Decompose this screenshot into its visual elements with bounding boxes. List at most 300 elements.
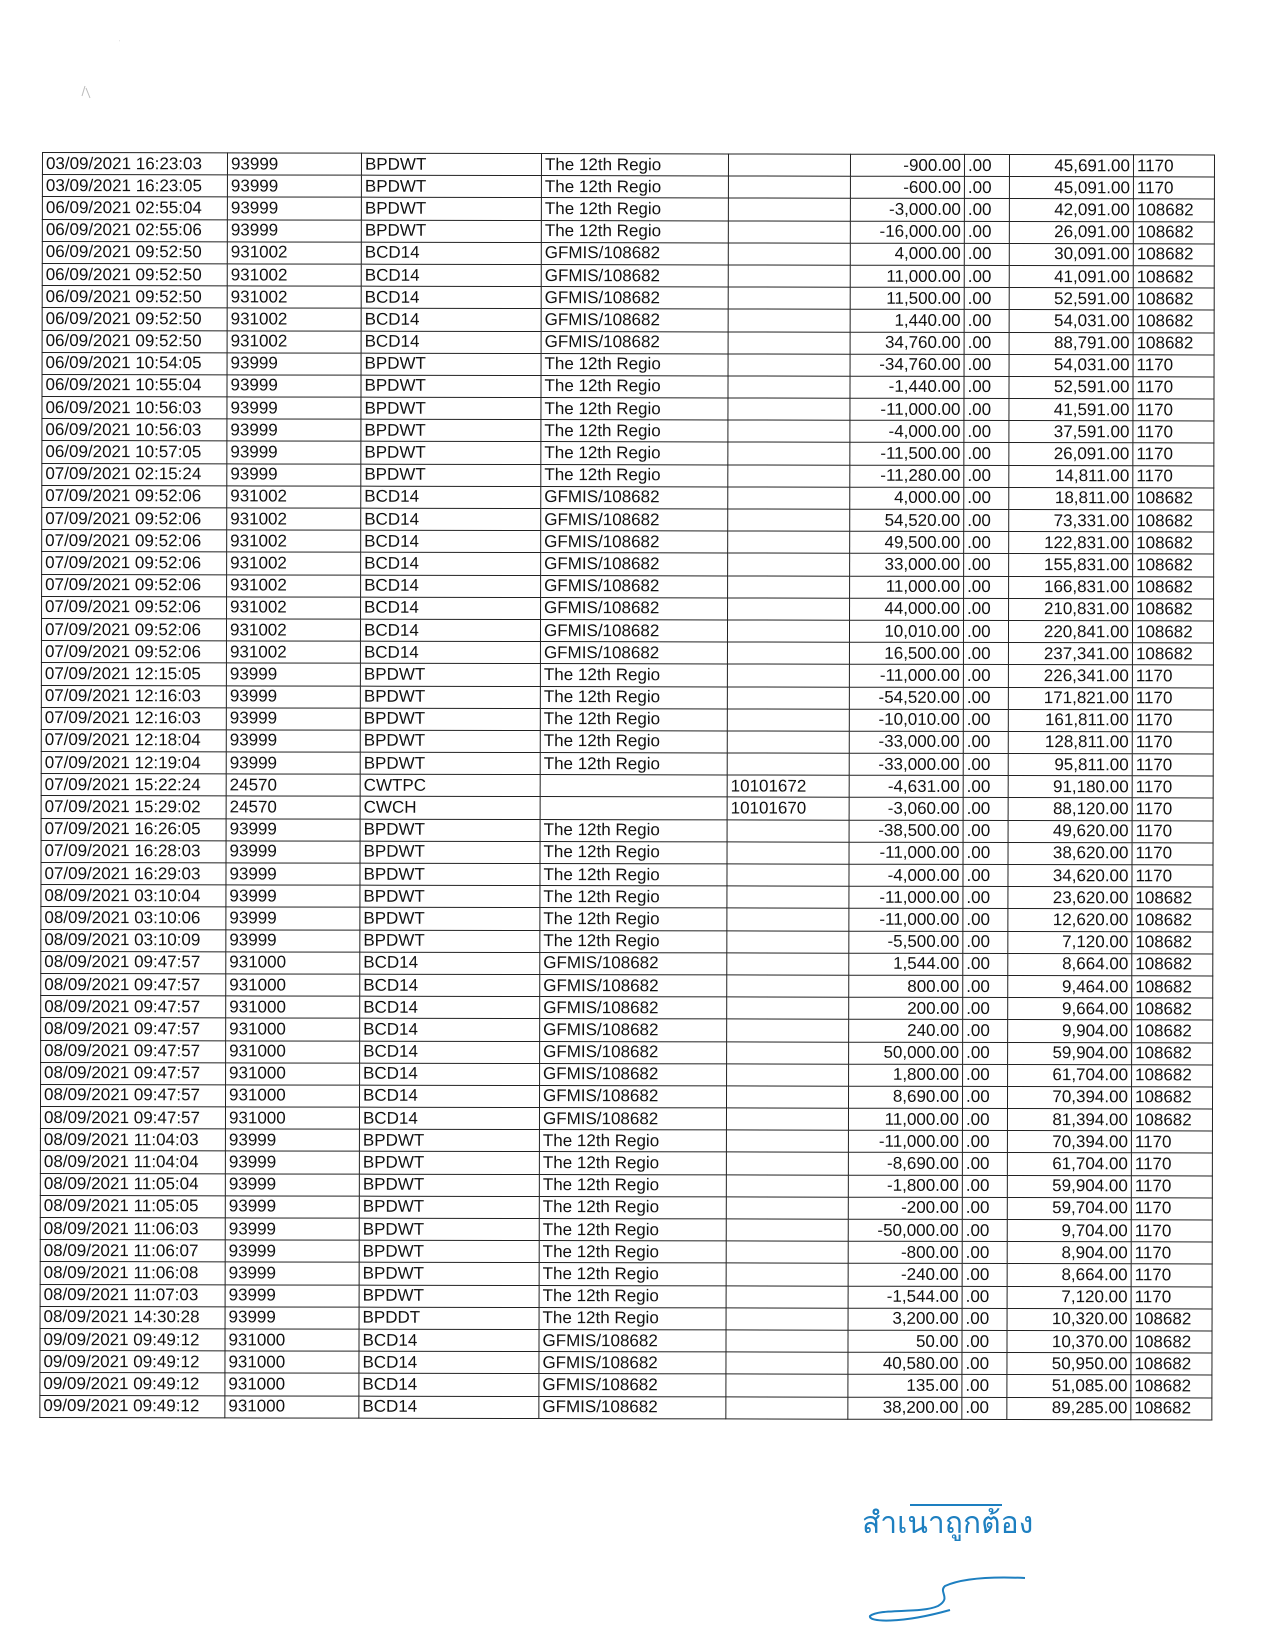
cell-datetime: 03/09/2021 16:23:05 <box>42 175 227 198</box>
cell-reference <box>726 1374 848 1396</box>
cell-code: 931000 <box>225 1395 359 1417</box>
cell-reference <box>728 531 850 553</box>
cell-datetime: 08/09/2021 11:05:05 <box>40 1195 225 1218</box>
cell-reference <box>728 331 850 353</box>
cell-code: 931000 <box>226 1040 360 1062</box>
cell-balance: 171,821.00 <box>1008 687 1132 709</box>
cell-code: 931002 <box>226 641 360 663</box>
cell-balance: 88,791.00 <box>1009 332 1133 354</box>
cell-zero-amount: .00 <box>962 1086 1007 1108</box>
cell-datetime: 07/09/2021 15:22:24 <box>41 774 226 797</box>
cell-type: BPDWT <box>359 1218 539 1241</box>
cell-code: 93999 <box>226 708 360 730</box>
cell-code: 93999 <box>225 1284 359 1306</box>
table-row <box>42 397 1214 422</box>
cell-code: 931000 <box>226 1085 360 1107</box>
table-row <box>42 574 1214 599</box>
cell-code: 93999 <box>227 153 361 175</box>
cell-amount: 4,000.00 <box>850 243 964 265</box>
cell-amount: -11,000.00 <box>850 398 964 420</box>
cell-reference <box>726 1130 848 1152</box>
cell-description: The 12th Regio <box>541 420 728 443</box>
cell-branch: 108682 <box>1131 1331 1212 1353</box>
cell-reference <box>726 1152 848 1174</box>
cell-branch: 108682 <box>1132 643 1213 665</box>
cell-description: GFMIS/108682 <box>539 1085 726 1108</box>
cell-type: BPDWT <box>360 708 540 731</box>
cell-balance: 7,120.00 <box>1007 1286 1131 1308</box>
cell-balance: 42,091.00 <box>1009 199 1133 221</box>
cell-description: The 12th Regio <box>540 664 727 687</box>
cell-branch: 1170 <box>1133 354 1214 376</box>
cell-balance: 52,591.00 <box>1009 288 1133 310</box>
cell-type: BCD14 <box>361 597 541 620</box>
cell-branch: 108682 <box>1132 998 1213 1020</box>
table-row <box>41 996 1213 1021</box>
cell-branch: 1170 <box>1132 732 1213 754</box>
cell-description: GFMIS/108682 <box>540 1019 727 1042</box>
cell-description: The 12th Regio <box>541 154 728 177</box>
cell-code: 93999 <box>225 1151 359 1173</box>
cell-reference <box>727 1019 849 1041</box>
table-row <box>42 419 1214 444</box>
cell-reference <box>726 1197 848 1219</box>
cell-amount: -50,000.00 <box>848 1219 962 1241</box>
cell-datetime: 08/09/2021 11:06:07 <box>40 1240 225 1263</box>
signature <box>860 1568 1060 1628</box>
cell-zero-amount: .00 <box>963 665 1008 687</box>
cell-code: 93999 <box>225 1240 359 1262</box>
cell-reference <box>728 398 850 420</box>
cell-code: 93999 <box>225 1307 359 1329</box>
cell-description: The 12th Regio <box>539 1152 726 1175</box>
cell-zero-amount: .00 <box>962 1286 1007 1308</box>
cell-code: 93999 <box>226 863 360 885</box>
cell-type: BCD14 <box>361 242 541 265</box>
cell-type: BCD14 <box>361 331 541 354</box>
cell-amount: -1,440.00 <box>850 376 964 398</box>
cell-description: The 12th Regio <box>540 841 727 864</box>
cell-branch: 1170 <box>1132 687 1213 709</box>
table-row <box>42 175 1214 200</box>
cell-branch: 108682 <box>1133 199 1214 221</box>
cell-balance: 54,031.00 <box>1009 354 1133 376</box>
cell-branch: 1170 <box>1132 754 1213 776</box>
cell-type: BCD14 <box>361 575 541 598</box>
cell-reference <box>727 1064 849 1086</box>
cell-branch: 1170 <box>1133 377 1214 399</box>
table-row <box>40 1262 1212 1287</box>
cell-branch: 1170 <box>1131 1242 1212 1264</box>
cell-zero-amount: .00 <box>964 576 1009 598</box>
cell-code: 93999 <box>227 353 361 375</box>
cell-zero-amount: .00 <box>962 1197 1007 1219</box>
cell-balance: 12,620.00 <box>1008 909 1132 931</box>
cell-amount: 11,000.00 <box>850 265 964 287</box>
cell-datetime: 06/09/2021 09:52:50 <box>42 241 227 264</box>
cell-code: 931002 <box>227 574 361 596</box>
cell-type: BPDWT <box>361 419 541 442</box>
cell-datetime: 03/09/2021 16:23:03 <box>42 153 227 176</box>
cell-amount: 240.00 <box>849 1020 963 1042</box>
table-row <box>42 485 1214 510</box>
cell-type: BPDDT <box>359 1307 539 1330</box>
cell-balance: 61,704.00 <box>1008 1064 1132 1086</box>
cell-amount: 1,800.00 <box>849 1064 963 1086</box>
cell-datetime: 06/09/2021 09:52:50 <box>42 308 227 331</box>
cell-amount: 11,500.00 <box>850 287 964 309</box>
table-row <box>41 707 1213 732</box>
cell-description: The 12th Regio <box>540 886 727 909</box>
table-row <box>42 463 1214 488</box>
cell-code: 93999 <box>225 1129 359 1151</box>
cell-reference <box>727 753 849 775</box>
cell-zero-amount: .00 <box>962 1242 1007 1264</box>
cell-description: GFMIS/108682 <box>541 509 728 532</box>
table-row <box>40 1328 1212 1353</box>
cell-code: 931002 <box>227 264 361 286</box>
table-row <box>42 241 1214 266</box>
cell-datetime: 07/09/2021 09:52:06 <box>41 641 226 664</box>
cell-type: BCD14 <box>360 952 540 975</box>
cell-balance: 54,031.00 <box>1009 310 1133 332</box>
table-row <box>40 1129 1212 1154</box>
cell-description: The 12th Regio <box>540 930 727 953</box>
cell-reference <box>726 1263 848 1285</box>
table-row <box>40 1284 1212 1309</box>
cell-amount: 1,440.00 <box>850 310 964 332</box>
cell-description: The 12th Regio <box>539 1263 726 1286</box>
cell-reference <box>728 154 850 176</box>
cell-type: BPDWT <box>360 908 540 931</box>
cell-zero-amount: .00 <box>962 1330 1007 1352</box>
cell-datetime: 08/09/2021 09:47:57 <box>41 996 226 1019</box>
cell-datetime: 08/09/2021 09:47:57 <box>41 1062 226 1085</box>
transaction-table <box>39 152 1215 1420</box>
table-row <box>42 308 1214 333</box>
cell-zero-amount: .00 <box>963 842 1008 864</box>
cell-type: BPDWT <box>360 730 540 753</box>
cell-datetime: 07/09/2021 16:29:03 <box>41 862 226 885</box>
cell-code: 93999 <box>226 885 360 907</box>
cell-zero-amount: .00 <box>964 221 1009 243</box>
cell-description: The 12th Regio <box>541 176 728 199</box>
cell-datetime: 06/09/2021 10:54:05 <box>42 352 227 375</box>
cell-zero-amount: .00 <box>964 288 1009 310</box>
cell-type: BPDWT <box>361 375 541 398</box>
cell-branch: 108682 <box>1131 1087 1212 1109</box>
table-row <box>40 1195 1212 1220</box>
cell-code: 93999 <box>227 419 361 441</box>
table-row <box>40 1151 1212 1176</box>
cell-zero-amount: .00 <box>964 421 1009 443</box>
cell-reference <box>728 265 850 287</box>
cell-code: 931000 <box>226 1063 360 1085</box>
cell-code: 93999 <box>227 175 361 197</box>
cell-type: BPDWT <box>359 1240 539 1263</box>
cell-code: 93999 <box>226 663 360 685</box>
cell-type: BPDWT <box>360 841 540 864</box>
cell-code: 93999 <box>226 730 360 752</box>
cell-datetime: 08/09/2021 09:47:57 <box>41 1018 226 1041</box>
cell-code: 93999 <box>227 197 361 219</box>
cell-type: BPDWT <box>361 153 541 176</box>
cell-amount: -240.00 <box>848 1264 962 1286</box>
cell-reference <box>726 1241 848 1263</box>
cell-datetime: 07/09/2021 02:15:24 <box>42 463 227 486</box>
cell-amount: -3,000.00 <box>850 199 964 221</box>
cell-reference <box>727 1041 849 1063</box>
cell-branch: 108682 <box>1133 266 1214 288</box>
cell-description: GFMIS/108682 <box>539 1108 726 1131</box>
cell-amount: -11,000.00 <box>849 665 963 687</box>
cell-type: BPDWT <box>359 1152 539 1175</box>
table-row <box>42 197 1214 222</box>
cell-reference <box>727 664 849 686</box>
cell-code: 93999 <box>226 907 360 929</box>
cell-amount: -34,760.00 <box>850 354 964 376</box>
cell-branch: 108682 <box>1132 1064 1213 1086</box>
transaction-rows <box>40 153 1215 1420</box>
cell-amount: -11,280.00 <box>850 465 964 487</box>
cell-datetime: 06/09/2021 10:55:04 <box>42 374 227 397</box>
cell-zero-amount: .00 <box>963 776 1008 798</box>
cell-branch: 1170 <box>1132 665 1213 687</box>
cell-type: BCD14 <box>361 530 541 553</box>
cell-balance: 52,591.00 <box>1009 376 1133 398</box>
table-row <box>41 1018 1213 1043</box>
cell-branch: 108682 <box>1132 976 1213 998</box>
cell-type: BPDWT <box>360 863 540 886</box>
cell-zero-amount: .00 <box>964 465 1009 487</box>
table-row <box>41 885 1213 910</box>
cell-branch: 108682 <box>1133 532 1214 554</box>
cell-branch: 1170 <box>1131 1286 1212 1308</box>
cell-code: 931002 <box>227 330 361 352</box>
cell-code: 93999 <box>226 841 360 863</box>
cell-amount: -10,010.00 <box>849 709 963 731</box>
table-row <box>40 1217 1212 1242</box>
cell-code: 93999 <box>225 1262 359 1284</box>
cell-datetime: 07/09/2021 09:52:06 <box>42 508 227 531</box>
cell-reference <box>727 820 849 842</box>
cell-amount: -16,000.00 <box>850 221 964 243</box>
cell-branch: 108682 <box>1132 887 1213 909</box>
cell-description: The 12th Regio <box>539 1196 726 1219</box>
cell-amount: 800.00 <box>849 975 963 997</box>
scan-specks <box>60 30 120 100</box>
cell-balance: 95,811.00 <box>1008 754 1132 776</box>
table-row <box>41 1062 1213 1087</box>
cell-description: The 12th Regio <box>540 686 727 709</box>
table-row <box>40 1173 1212 1198</box>
cell-balance: 45,091.00 <box>1009 177 1133 199</box>
cell-type: BPDWT <box>359 1129 539 1152</box>
table-row <box>42 330 1214 355</box>
cell-reference: 10101672 <box>727 775 849 797</box>
cell-code: 93999 <box>226 929 360 951</box>
cell-amount: 44,000.00 <box>850 598 964 620</box>
cell-code: 931000 <box>225 1329 359 1351</box>
cell-balance: 81,394.00 <box>1007 1109 1131 1131</box>
cell-type: BCD14 <box>361 308 541 331</box>
cell-reference <box>728 598 850 620</box>
cell-description: The 12th Regio <box>540 753 727 776</box>
cell-type: BCD14 <box>360 641 540 664</box>
cell-type: BPDWT <box>361 353 541 376</box>
cell-amount: -200.00 <box>848 1197 962 1219</box>
cell-balance: 26,091.00 <box>1009 443 1133 465</box>
cell-type: BCD14 <box>359 1107 539 1130</box>
cell-amount: -1,800.00 <box>848 1175 962 1197</box>
cell-zero-amount: .00 <box>964 243 1009 265</box>
cell-balance: 91,180.00 <box>1008 776 1132 798</box>
cell-branch: 108682 <box>1131 1375 1212 1397</box>
cell-datetime: 07/09/2021 12:16:03 <box>41 707 226 730</box>
table-row <box>42 263 1214 288</box>
table-row <box>40 1107 1212 1132</box>
cell-description: GFMIS/108682 <box>539 1396 726 1419</box>
cell-amount: -1,544.00 <box>848 1286 962 1308</box>
cell-code: 93999 <box>225 1196 359 1218</box>
cell-amount: -11,000.00 <box>849 842 963 864</box>
cell-balance: 14,811.00 <box>1009 465 1133 487</box>
cell-reference <box>726 1396 848 1418</box>
cell-description: The 12th Regio <box>539 1285 726 1308</box>
cell-code: 931000 <box>226 996 360 1018</box>
cell-amount: -8,690.00 <box>848 1153 962 1175</box>
cell-amount: -900.00 <box>850 154 964 176</box>
cell-zero-amount: .00 <box>963 798 1008 820</box>
cell-amount: 4,000.00 <box>850 487 964 509</box>
cell-type: BPDWT <box>360 752 540 775</box>
table-row <box>41 1040 1213 1065</box>
cell-description: GFMIS/108682 <box>540 642 727 665</box>
cell-code: 931002 <box>227 308 361 330</box>
cell-branch: 108682 <box>1131 1309 1212 1331</box>
table-row <box>41 641 1213 666</box>
table-row <box>41 618 1213 643</box>
cell-branch: 1170 <box>1132 820 1213 842</box>
cell-zero-amount: .00 <box>962 1153 1007 1175</box>
cell-code: 931002 <box>227 486 361 508</box>
cell-description: GFMIS/108682 <box>540 619 727 642</box>
cell-balance: 50,950.00 <box>1007 1353 1131 1375</box>
cell-reference <box>726 1108 848 1130</box>
cell-datetime: 07/09/2021 15:29:02 <box>41 796 226 819</box>
cell-balance: 51,085.00 <box>1007 1375 1131 1397</box>
cell-reference <box>728 376 850 398</box>
table-row <box>41 752 1213 777</box>
cell-code: 93999 <box>227 219 361 241</box>
cell-branch: 108682 <box>1131 1109 1212 1131</box>
cell-code: 93999 <box>227 464 361 486</box>
cell-zero-amount: .00 <box>964 443 1009 465</box>
cell-datetime: 07/09/2021 16:28:03 <box>41 840 226 863</box>
cell-balance: 59,904.00 <box>1007 1175 1131 1197</box>
cell-code: 931002 <box>227 552 361 574</box>
cell-zero-amount: .00 <box>964 487 1009 509</box>
cell-balance: 70,394.00 <box>1007 1131 1131 1153</box>
cell-branch: 108682 <box>1133 310 1214 332</box>
cell-type: BCD14 <box>359 1373 539 1396</box>
cell-amount: 50.00 <box>848 1330 962 1352</box>
cell-balance: 61,704.00 <box>1007 1153 1131 1175</box>
cell-zero-amount: .00 <box>963 643 1008 665</box>
cell-reference <box>726 1219 848 1241</box>
cell-branch: 108682 <box>1132 621 1213 643</box>
cell-description: GFMIS/108682 <box>541 331 728 354</box>
cell-code: 931002 <box>227 530 361 552</box>
cell-code: 93999 <box>227 441 361 463</box>
cell-datetime: 07/09/2021 12:18:04 <box>41 729 226 752</box>
cell-datetime: 08/09/2021 09:47:57 <box>41 1040 226 1063</box>
cell-type: BPDWT <box>359 1285 539 1308</box>
table-row <box>42 286 1214 311</box>
cell-datetime: 08/09/2021 09:47:57 <box>41 1084 226 1107</box>
cell-type: BPDWT <box>360 885 540 908</box>
cell-description: GFMIS/108682 <box>541 531 728 554</box>
cell-reference <box>727 908 849 930</box>
cell-amount: 33,000.00 <box>850 554 964 576</box>
cell-branch: 1170 <box>1133 465 1214 487</box>
table-row <box>42 508 1214 533</box>
cell-description <box>540 775 727 798</box>
cell-branch: 1170 <box>1131 1220 1212 1242</box>
table-row <box>41 973 1213 998</box>
cell-balance: 18,811.00 <box>1009 487 1133 509</box>
cell-reference <box>728 553 850 575</box>
table-row <box>42 596 1214 621</box>
cell-branch: 108682 <box>1132 909 1213 931</box>
cell-balance: 161,811.00 <box>1008 709 1132 731</box>
cell-zero-amount: .00 <box>964 154 1009 176</box>
cell-zero-amount: .00 <box>962 1219 1007 1241</box>
cell-code: 93999 <box>226 685 360 707</box>
cell-branch: 108682 <box>1133 221 1214 243</box>
cell-description: GFMIS/108682 <box>539 1374 726 1397</box>
cell-branch: 1170 <box>1133 399 1214 421</box>
cell-branch: 1170 <box>1131 1264 1212 1286</box>
cell-zero-amount: .00 <box>964 376 1009 398</box>
cell-type: CWTPC <box>360 774 540 797</box>
table-row <box>41 729 1213 754</box>
cell-branch: 108682 <box>1131 1353 1212 1375</box>
cell-type: BCD14 <box>360 974 540 997</box>
cell-reference <box>727 930 849 952</box>
cell-datetime: 08/09/2021 03:10:09 <box>41 929 226 952</box>
cell-type: BCD14 <box>360 996 540 1019</box>
cell-branch: 108682 <box>1133 244 1214 266</box>
cell-reference <box>728 575 850 597</box>
cell-datetime: 08/09/2021 09:47:57 <box>41 973 226 996</box>
cell-branch: 108682 <box>1133 332 1214 354</box>
cell-amount: 16,500.00 <box>849 642 963 664</box>
cell-zero-amount: .00 <box>962 1131 1007 1153</box>
cell-type: BPDWT <box>360 930 540 953</box>
cell-datetime: 08/09/2021 11:04:04 <box>40 1151 225 1174</box>
cell-branch: 108682 <box>1133 510 1214 532</box>
cell-branch: 1170 <box>1131 1153 1212 1175</box>
cell-code: 24570 <box>226 796 360 818</box>
cell-reference <box>728 176 850 198</box>
cell-amount: -4,000.00 <box>850 420 964 442</box>
cell-zero-amount: .00 <box>963 975 1008 997</box>
cell-datetime: 08/09/2021 11:07:03 <box>40 1284 225 1307</box>
cell-zero-amount: .00 <box>963 1064 1008 1086</box>
cell-code: 24570 <box>226 774 360 796</box>
cell-description: The 12th Regio <box>540 819 727 842</box>
